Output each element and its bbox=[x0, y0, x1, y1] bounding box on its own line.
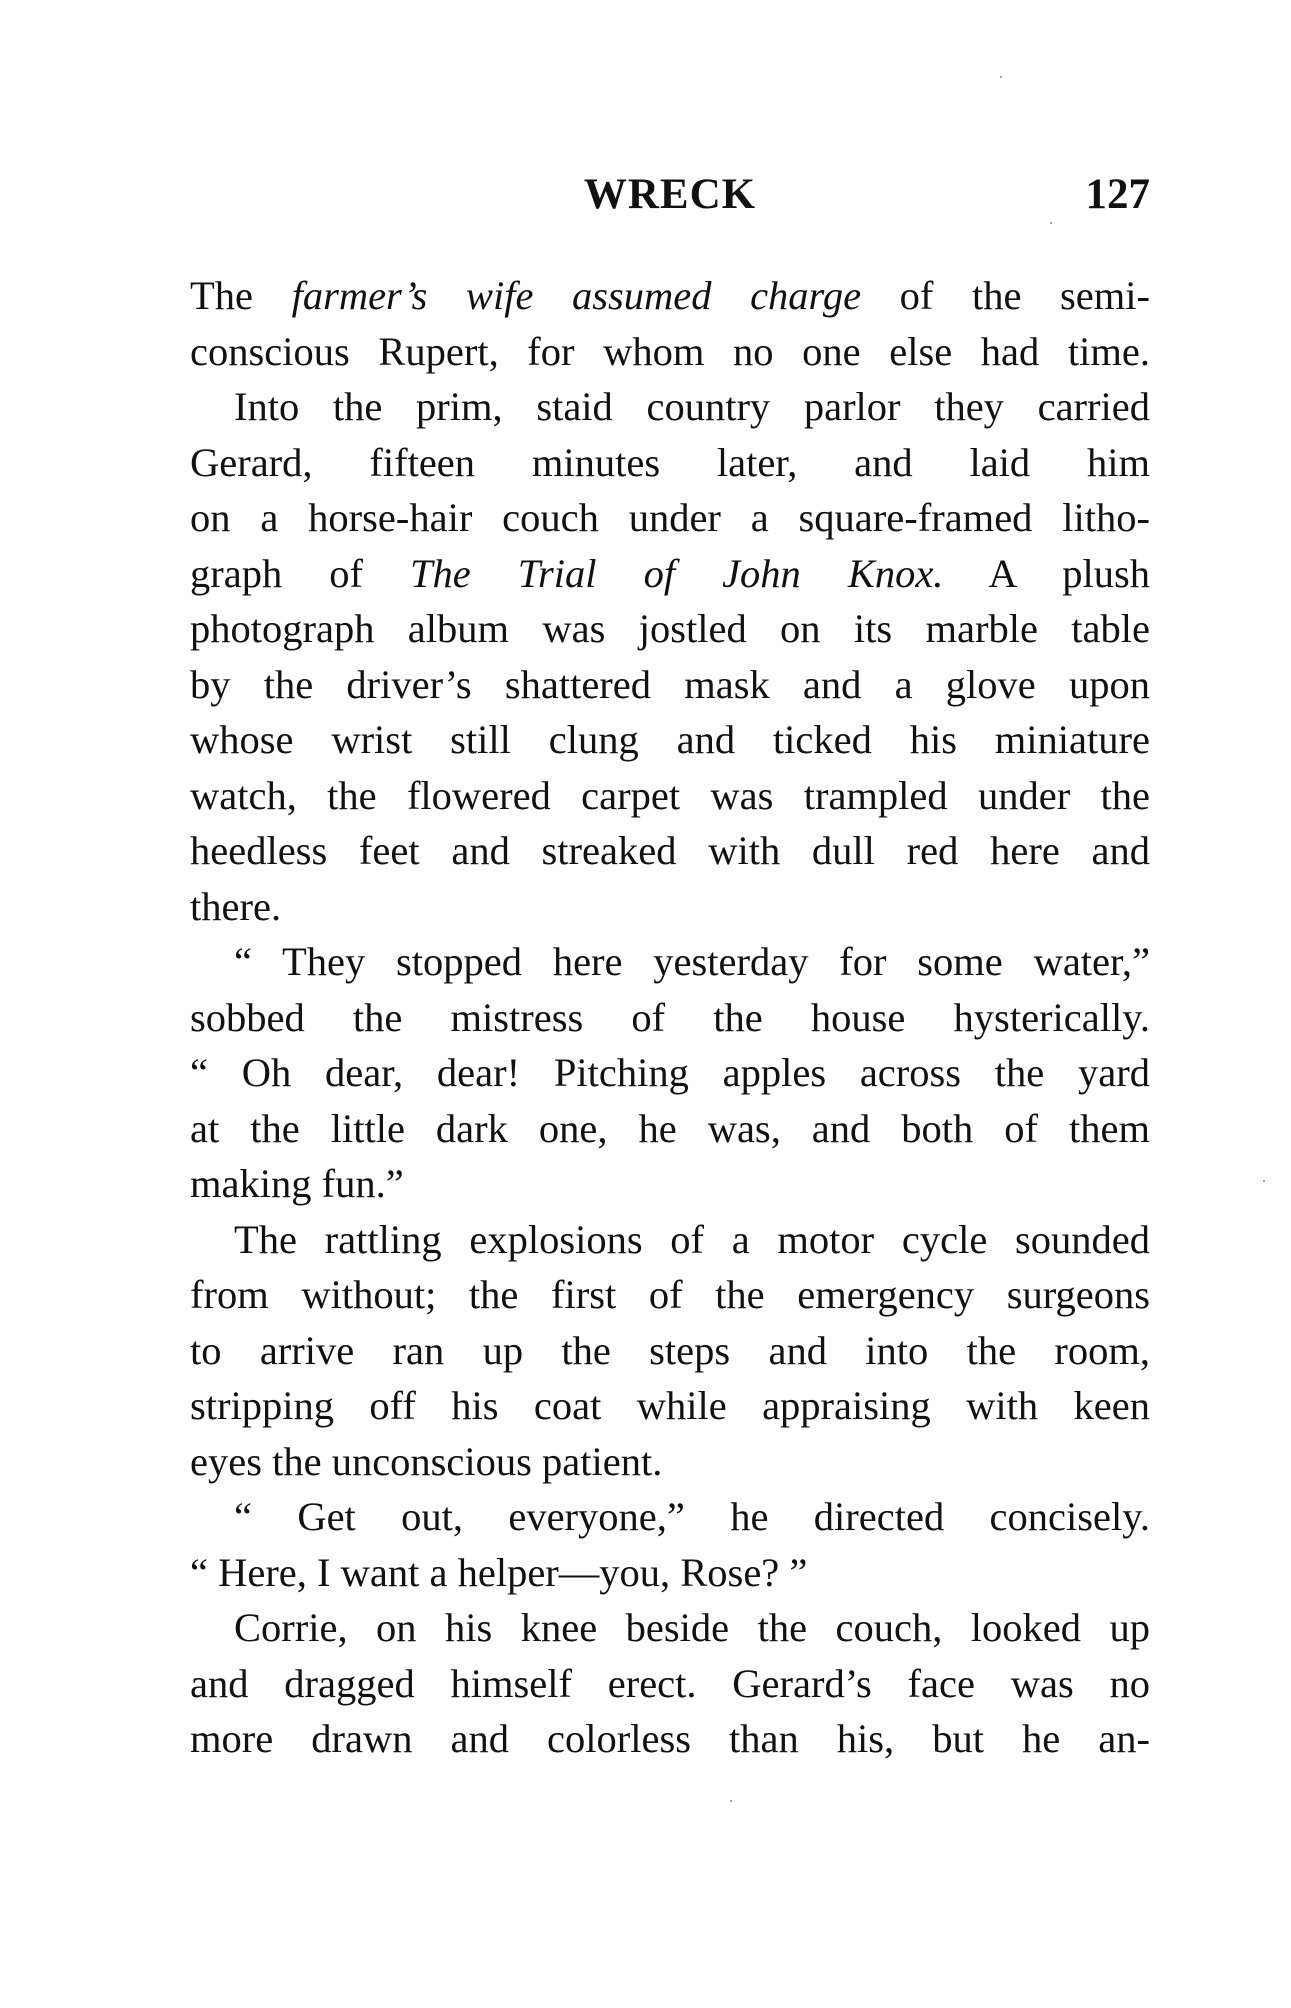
text-line: more drawn and colorless than his, but he an- bbox=[190, 1716, 1150, 1761]
text-line: by the driver’s shattered mask and a glove upon bbox=[190, 661, 1150, 707]
paper-speck bbox=[1050, 222, 1052, 224]
text-line: there. bbox=[190, 883, 282, 929]
paper-speck bbox=[730, 1800, 732, 1802]
text-line: and dragged himself erect. Gerard’s face was no bbox=[190, 1660, 1150, 1706]
text-line: whose wrist still clung and ticked his miniature bbox=[190, 717, 1150, 762]
text-line: making fun.” bbox=[190, 1161, 404, 1206]
text-line: “ They stopped here yesterday for some water,” bbox=[234, 939, 1150, 984]
text-line: photograph album was jostled on its marble table bbox=[190, 606, 1150, 651]
paper-speck bbox=[1263, 1180, 1265, 1182]
page-number: 127 bbox=[1085, 171, 1150, 218]
text-line: from without; the first of the emergency surgeons bbox=[190, 1272, 1150, 1317]
italic-phrase: farmer’s wife assumed charge bbox=[291, 273, 862, 318]
text-line: graph of The Trial of John Knox. A plush bbox=[190, 550, 1151, 596]
text-line: watch, the flowered carpet was trampled under the bbox=[190, 772, 1150, 818]
text-line: Corrie, on his knee beside the couch, looked up bbox=[234, 1605, 1150, 1650]
text-line: heedless feet and streaked with dull red here and bbox=[190, 828, 1150, 873]
text-line: The farmer’s wife assumed charge of the semi- bbox=[190, 273, 1150, 318]
text-line: “ Here, I want a helper—you, Rose? ” bbox=[190, 1549, 808, 1595]
text-line: eyes the unconscious patient. bbox=[190, 1438, 663, 1484]
text-line: stripping off his coat while appraising with keen bbox=[190, 1383, 1150, 1428]
page-header bbox=[190, 170, 1150, 220]
text-line: conscious Rupert, for whom no one else had time. bbox=[190, 328, 1150, 374]
text-line: “ Oh dear, dear! Pitching apples across the yard bbox=[190, 1050, 1150, 1095]
text-line: “ Get out, everyone,” he directed concisely. bbox=[234, 1494, 1150, 1539]
text-line: Gerard, fifteen minutes later, and laid him bbox=[190, 439, 1150, 485]
text-line: to arrive ran up the steps and into the room, bbox=[190, 1327, 1150, 1373]
paper-speck bbox=[1000, 76, 1002, 78]
text-line: sobbed the mistress of the house hysterically. bbox=[190, 994, 1150, 1040]
running-head: WRECK bbox=[583, 171, 757, 218]
book-title-italic: The Trial of John Knox. bbox=[409, 550, 944, 596]
body-text bbox=[190, 268, 1150, 1767]
text-line: The rattling explosions of a motor cycle sounded bbox=[234, 1216, 1150, 1262]
text-line: at the little dark one, he was, and both of them bbox=[190, 1105, 1150, 1151]
text-line: Into the prim, staid country parlor they carried bbox=[234, 384, 1150, 429]
text-line: on a horse-hair couch under a square-framed litho- bbox=[190, 495, 1150, 540]
